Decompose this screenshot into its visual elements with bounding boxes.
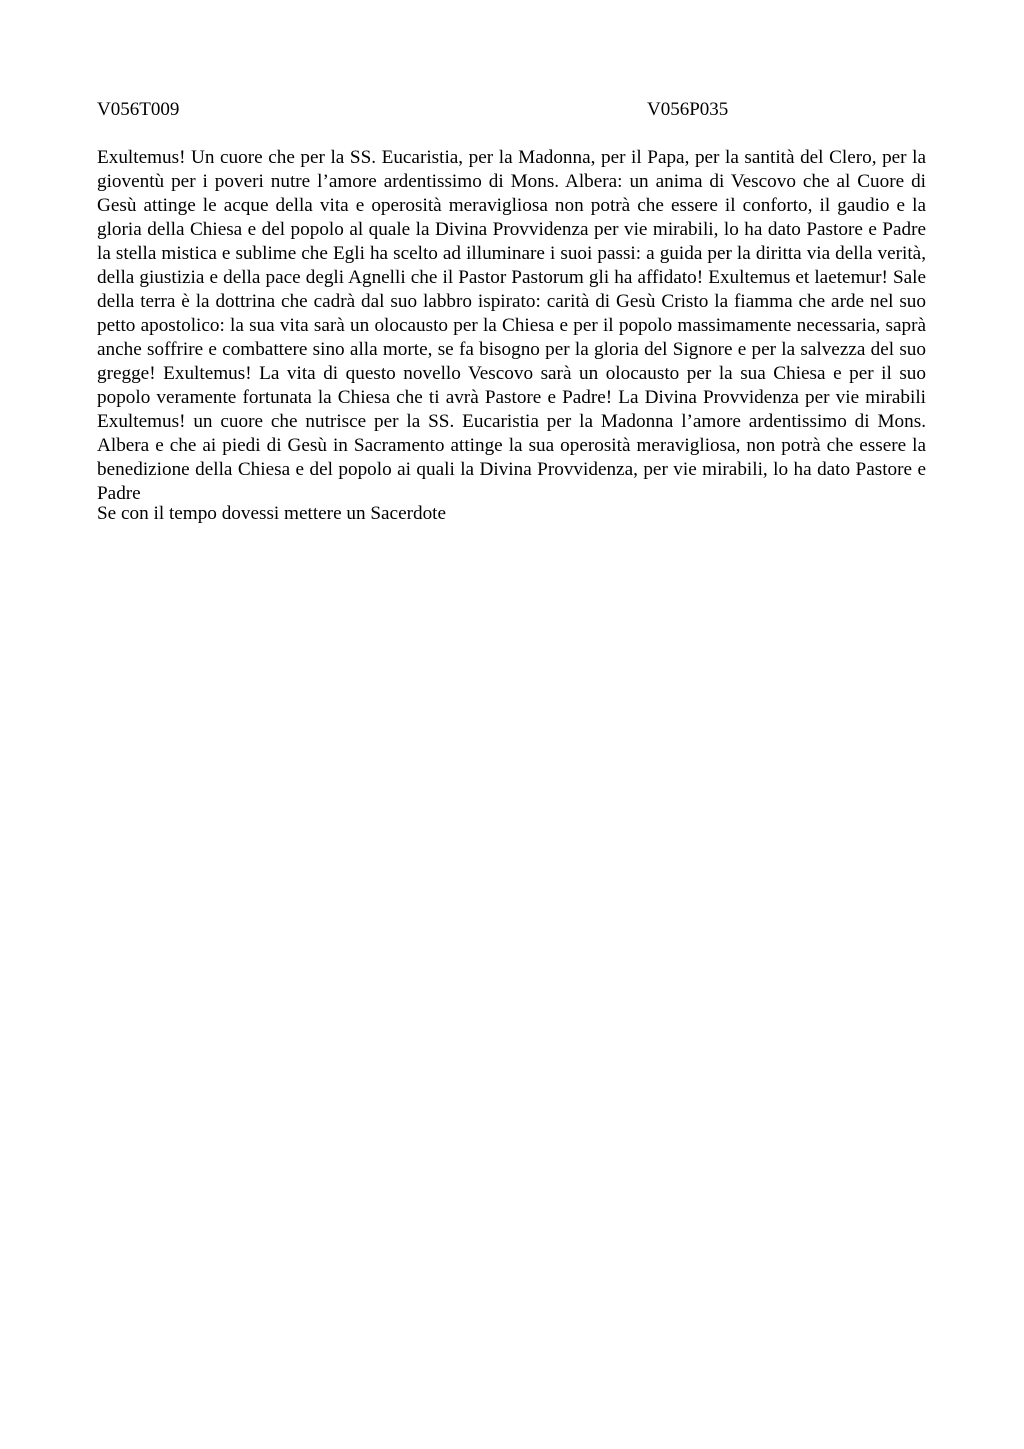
document-code-left: V056T009 xyxy=(97,99,180,120)
document-code-right: V056P035 xyxy=(647,99,729,120)
body-last-line: Se con il tempo dovessi mettere un Sacerdote xyxy=(97,503,447,524)
body-paragraph: Exultemus! Un cuore che per la SS. Eucaristia, per la Madonna, per il Papa, per la santità del Clero, per la gioventù per i poveri nutre l’amore ardentissimo di Mons. Albera: un anima di Vescovo che al Cuore di Gesù attinge le acque della vita e operosità meravigliosa non potrà che essere il conforto, il gaudio e la gloria della Chiesa e del popolo al quale la Divina Provvidenza per vie mirabili, lo ha dato Pastore e Padre la stella mistica e sublime che Egli ha scelto ad illuminare i suoi passi: a guida per la diritta via della verità, della giustizia e della pace degli Agnelli che il Pastor Pastorum gli ha affidato! Exultemus et laetemur! Sale della terra è la dottrina che cadrà dal suo labbro ispirato: carità di Gesù Cristo la fiamma che arde nel suo petto apostolico: la sua vita sarà un olocausto per la Chiesa e per il popolo massimamente necessaria, saprà anche soffrire e combattere sino alla morte, se fa bisogno per la gloria del Signore e per la salvezza del suo gregge! Exultemus! La vita di questo novello Vescovo sarà un olocausto per la sua Chiesa e per il suo popolo veramente fortunata la Chiesa che ti avrà Pastore e Padre! La Divina Provvidenza per vie mirabili Exultemus! un cuore che nutrisce per la SS. Eucaristia per la Madonna l’amore ardentissimo di Mons. Albera e che ai piedi di Gesù in Sacramento attinge la sua operosità meravigliosa, non potrà che essere la benedizione della Chiesa e del popolo ai quali la Divina Provvidenza, per vie mirabili, lo ha dato Pastore e Padre xyxy=(97,147,926,504)
